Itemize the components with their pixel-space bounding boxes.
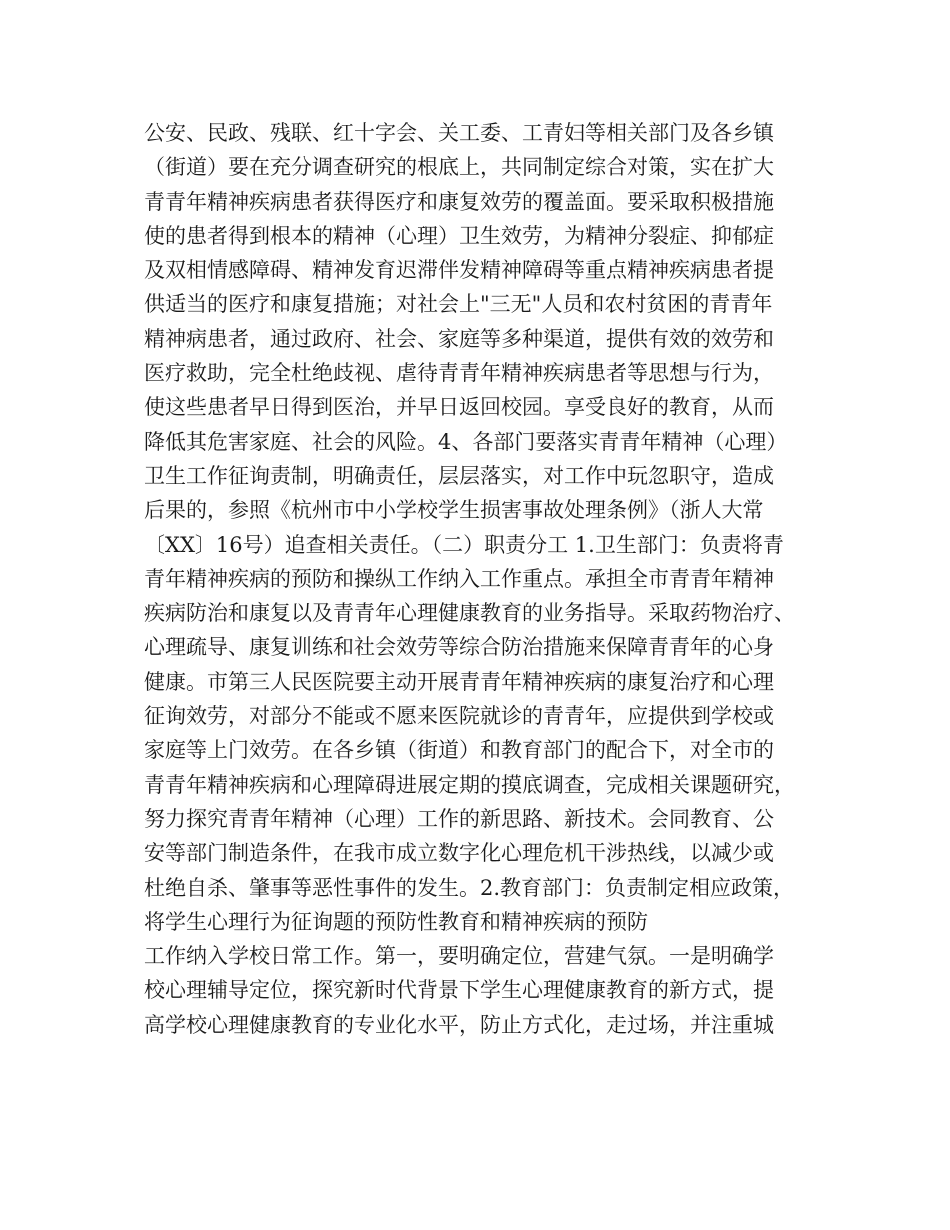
- text-line: 降低其危害家庭、社会的风险。4、各部门要落实青青年精神（心理）: [144, 429, 788, 454]
- text-line: 〔XX〕16号）追查相关责任。（二）职责分工 1.卫生部门：负责将青: [144, 532, 784, 557]
- text-line: 精神病患者，通过政府、社会、家庭等多种渠道，提供有效的效劳和: [144, 326, 774, 351]
- text-line: （街道）要在充分调查研究的根底上，共同制定综合对策，实在扩大: [144, 155, 774, 180]
- text-line: 心理疏导、康复训练和社会效劳等综合防治措施来保障青青年的心身: [144, 635, 774, 660]
- text-line: 工作纳入学校日常工作。第一，要明确定位，营建气氛。一是明确学: [144, 944, 774, 969]
- body-text: [144, 116, 824, 1042]
- text-line: 青青年精神疾病和心理障碍进展定期的摸底调查，完成相关课题研究，: [144, 772, 795, 797]
- text-line: 疾病防治和康复以及青青年心理健康教育的业务指导。采取药物治疗、: [144, 601, 795, 626]
- text-line: 安等部门制造条件，在我市成立数字化心理危机干涉热线，以减少或: [144, 841, 774, 866]
- text-line: 校心理辅导定位，探究新时代背景下学生心理健康教育的新方式，提: [144, 978, 774, 1003]
- text-line: 使这些患者早日得到医治，并早日返回校园。享受良好的教育，从而: [144, 395, 774, 420]
- text-line: 征询效劳，对部分不能或不愿来医院就诊的青青年，应提供到学校或: [144, 704, 774, 729]
- text-line: 卫生工作征询责制，明确责任，层层落实，对工作中玩忽职守，造成: [144, 463, 774, 488]
- text-line: 医疗救助，完全杜绝歧视、虐待青青年精神疾病患者等思想与行为，: [144, 361, 774, 386]
- text-line: 公安、民政、残联、红十字会、关工委、工青妇等相关部门及各乡镇: [144, 121, 774, 145]
- text-line: 健康。市第三人民医院要主动开展青青年精神疾病的康复治疗和心理: [144, 669, 774, 694]
- text-line: 青年精神疾病的预防和操纵工作纳入工作重点。承担全市青青年精神: [144, 566, 774, 591]
- text-line: 供适当的医疗和康复措施；对社会上"三无"人员和农村贫困的青青年: [144, 292, 773, 317]
- text-line: 后果的，参照《杭州市中小学校学生损害事故处理条例》（浙人大常: [144, 498, 764, 523]
- text-line: 家庭等上门效劳。在各乡镇（街道）和教育部门的配合下，对全市的: [144, 738, 774, 763]
- text-line: 高学校心理健康教育的专业化水平，防止方式化，走过场，并注重城: [144, 1012, 774, 1037]
- text-line: 及双相情感障碍、精神发育迟滞伴发精神障碍等重点精神疾病患者提: [144, 258, 774, 283]
- text-line: 将学生心理行为征询题的预防性教育和精神疾病的预防: [144, 909, 648, 934]
- text-line: 青青年精神疾病患者获得医疗和康复效劳的覆盖面。要采取积极措施: [144, 189, 774, 214]
- text-line: 努力探究青青年精神（心理）工作的新思路、新技术。会同教育、公: [144, 806, 774, 831]
- text-line: 杜绝自杀、肇事等恶性事件的发生。2.教育部门：负责制定相应政策，: [144, 875, 795, 900]
- text-line: 使的患者得到根本的精神（心理）卫生效劳，为精神分裂症、抑郁症: [144, 223, 774, 248]
